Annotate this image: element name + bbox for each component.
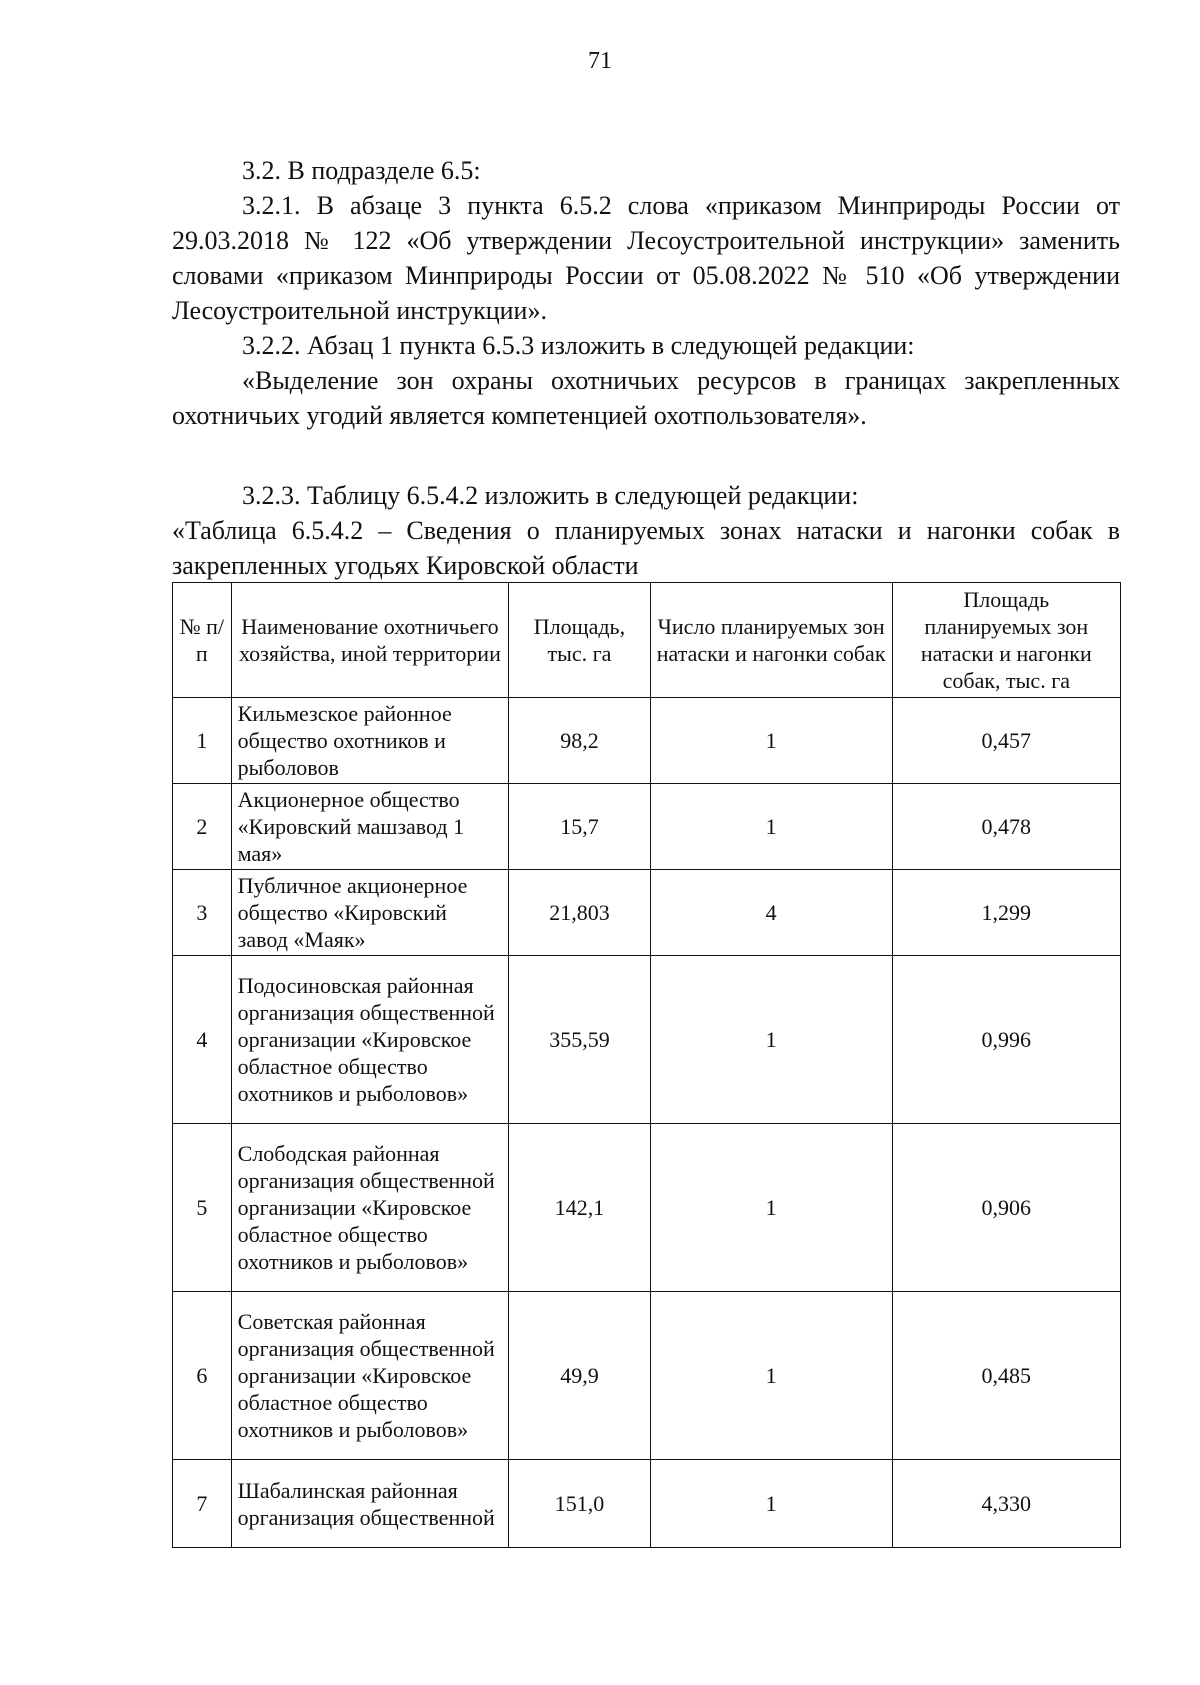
header-zones: Число планируемых зон натаски и нагонки собак (650, 583, 892, 698)
cell-zones: 4 (650, 870, 892, 956)
cell-area: 21,803 (509, 870, 650, 956)
cell-area: 49,9 (509, 1292, 650, 1460)
table-row (173, 1460, 1121, 1548)
page-number: 71 (588, 48, 612, 74)
hunting-zones-table (172, 582, 1121, 1548)
cell-name: Кильмезское районное общество охотников и рыболовов (231, 698, 509, 784)
paragraph-3-2-3: 3.2.3. Таблицу 6.5.4.2 изложить в следующей редакции: (242, 481, 859, 510)
table-row (173, 698, 1121, 784)
cell-no: 1 (173, 698, 232, 784)
cell-name: Акционерное общество «Кировский машзавод 1 мая» (231, 784, 509, 870)
cell-no: 5 (173, 1124, 232, 1292)
cell-no: 7 (173, 1460, 232, 1548)
cell-no: 6 (173, 1292, 232, 1460)
cell-zones: 1 (650, 1292, 892, 1460)
paragraph-3-2-2: 3.2.2. Абзац 1 пункта 6.5.3 изложить в следующей редакции: (242, 331, 915, 360)
table-row (173, 870, 1121, 956)
cell-zones: 1 (650, 956, 892, 1124)
cell-area: 355,59 (509, 956, 650, 1124)
table-row (173, 956, 1121, 1124)
cell-no: 4 (173, 956, 232, 1124)
paragraph-3-2-1: 3.2.1. В абзаце 3 пункта 6.5.2 слова «приказом Минприроды России от 29.03.2018 № 122 «Об утверждении Лесоустроительной инструкции» заменить словами «приказом Минприроды России от 05.08.2022 № 510 «Об утверждении Лесоустроительной инструкции». (172, 191, 1120, 325)
table-row (173, 784, 1121, 870)
cell-zone-area: 0,996 (892, 956, 1120, 1124)
cell-zones: 1 (650, 1124, 892, 1292)
cell-zones: 1 (650, 1460, 892, 1548)
table-intro (172, 478, 1120, 583)
cell-zones: 1 (650, 698, 892, 784)
table-header-row (173, 583, 1121, 698)
header-name: Наименование охотничьего хозяйства, иной территории (231, 583, 509, 698)
cell-zone-area: 4,330 (892, 1460, 1120, 1548)
amendment-text (172, 153, 1120, 433)
cell-area: 142,1 (509, 1124, 650, 1292)
cell-name: Советская районная организация общественной организации «Кировское областное общество охотников и рыболовов» (231, 1292, 509, 1460)
cell-area: 98,2 (509, 698, 650, 784)
cell-zone-area: 0,485 (892, 1292, 1120, 1460)
cell-area: 15,7 (509, 784, 650, 870)
cell-zone-area: 0,478 (892, 784, 1120, 870)
header-area: Площадь, тыс. га (509, 583, 650, 698)
header-no: № п/п (173, 583, 232, 698)
table-caption: «Таблица 6.5.4.2 – Сведения о планируемых зонах натаски и нагонки собак в закрепленных угодьях Кировской области (172, 516, 1120, 580)
cell-name: Публичное акционерное общество «Кировский завод «Маяк» (231, 870, 509, 956)
paragraph-subsection: 3.2. В подразделе 6.5: (242, 156, 481, 185)
header-zone-area: Площадь планируемых зон натаски и нагонки собак, тыс. га (892, 583, 1120, 698)
cell-no: 2 (173, 784, 232, 870)
cell-zones: 1 (650, 784, 892, 870)
cell-no: 3 (173, 870, 232, 956)
cell-name: Шабалинская районная организация общественной (231, 1460, 509, 1548)
paragraph-quote: «Выделение зон охраны охотничьих ресурсов в границах закрепленных охотничьих угодий является компетенцией охотпользователя». (172, 366, 1120, 430)
cell-name: Слободская районная организация общественной организации «Кировское областное общество охотников и рыболовов» (231, 1124, 509, 1292)
table-row (173, 1124, 1121, 1292)
cell-name: Подосиновская районная организация общественной организации «Кировское областное общество охотников и рыболовов» (231, 956, 509, 1124)
cell-area: 151,0 (509, 1460, 650, 1548)
table-row (173, 1292, 1121, 1460)
cell-zone-area: 0,457 (892, 698, 1120, 784)
cell-zone-area: 1,299 (892, 870, 1120, 956)
cell-zone-area: 0,906 (892, 1124, 1120, 1292)
